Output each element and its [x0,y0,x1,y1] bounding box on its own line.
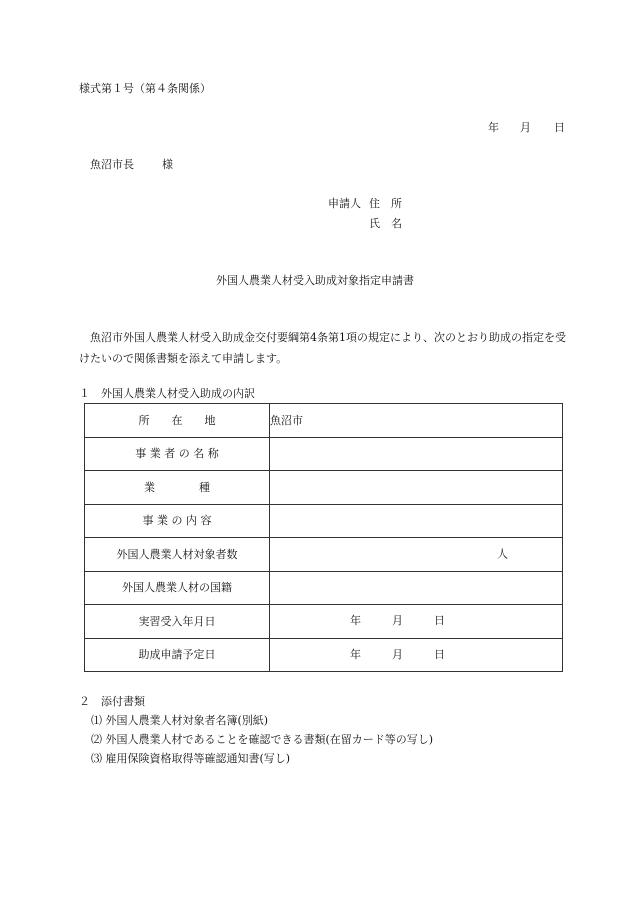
training-start-date-field[interactable] [270,605,563,639]
addressee-honorific: 様 [162,158,173,171]
form-number: 様式第１号（第４条関係） [79,82,211,95]
table-row [85,538,563,572]
industry-field[interactable] [270,471,563,505]
target-count-field[interactable] [270,538,563,572]
addressee [90,158,173,171]
application-date-field[interactable] [270,638,563,672]
table-row [85,437,563,471]
table-row [85,605,563,639]
date-month: 月 [392,647,403,661]
date-year: 年 [350,614,361,628]
location-value[interactable]: 魚沼市 [270,404,563,438]
section2-heading: ２ 添付書類 [79,695,145,708]
applicant-name-label: 氏 名 [369,217,402,230]
date-year: 年 [350,647,361,661]
addressee-name: 魚沼市長 [90,158,134,171]
applicant-address-label: 住 所 [369,197,402,210]
row-label: 外国人農業人材の国籍 [85,571,270,605]
table-row [85,404,563,438]
body-text: 魚沼市外国人農業人材受入助成金交付要綱第4条第1項の規定により、次のとおり助成の指定を受けたいので関係書類を添えて申請します。 [79,331,566,365]
date-day: 日 [434,614,445,628]
row-label: 事 業 者 の 名 称 [85,437,270,471]
date-day: 日 [434,647,445,661]
row-label: 業 種 [85,471,270,505]
detail-table [84,403,563,672]
attachment-item: ⑵ 外国人農業人材であることを確認できる書類(在留カード等の写し) [91,733,434,746]
attachment-item: ⑶ 雇用保険資格取得等確認通知書(写し) [91,752,291,765]
row-label: 事 業 の 内 容 [85,504,270,538]
applicant-label: 申請人 [328,197,361,210]
unit-label: 人 [497,547,508,561]
attachment-item: ⑴ 外国人農業人材対象者名簿(別紙) [91,714,269,727]
row-label: 実習受入年月日 [85,605,270,639]
row-label: 所 在 地 [85,404,270,438]
date-year: 年 [488,121,499,134]
row-label: 助成申請予定日 [85,638,270,672]
table-row [85,638,563,672]
nationality-field[interactable] [270,571,563,605]
business-content-field[interactable] [270,504,563,538]
date-month: 月 [520,121,531,134]
date-month: 月 [392,614,403,628]
date-day: 日 [554,121,565,134]
section1-heading: １ 外国人農業人材受入助成の内訳 [79,387,255,400]
row-label: 外国人農業人材対象者数 [85,538,270,572]
document-title: 外国人農業人材受入助成対象指定申請書 [216,274,414,287]
table-row [85,571,563,605]
table-row [85,504,563,538]
business-name-field[interactable] [270,437,563,471]
table-row [85,471,563,505]
